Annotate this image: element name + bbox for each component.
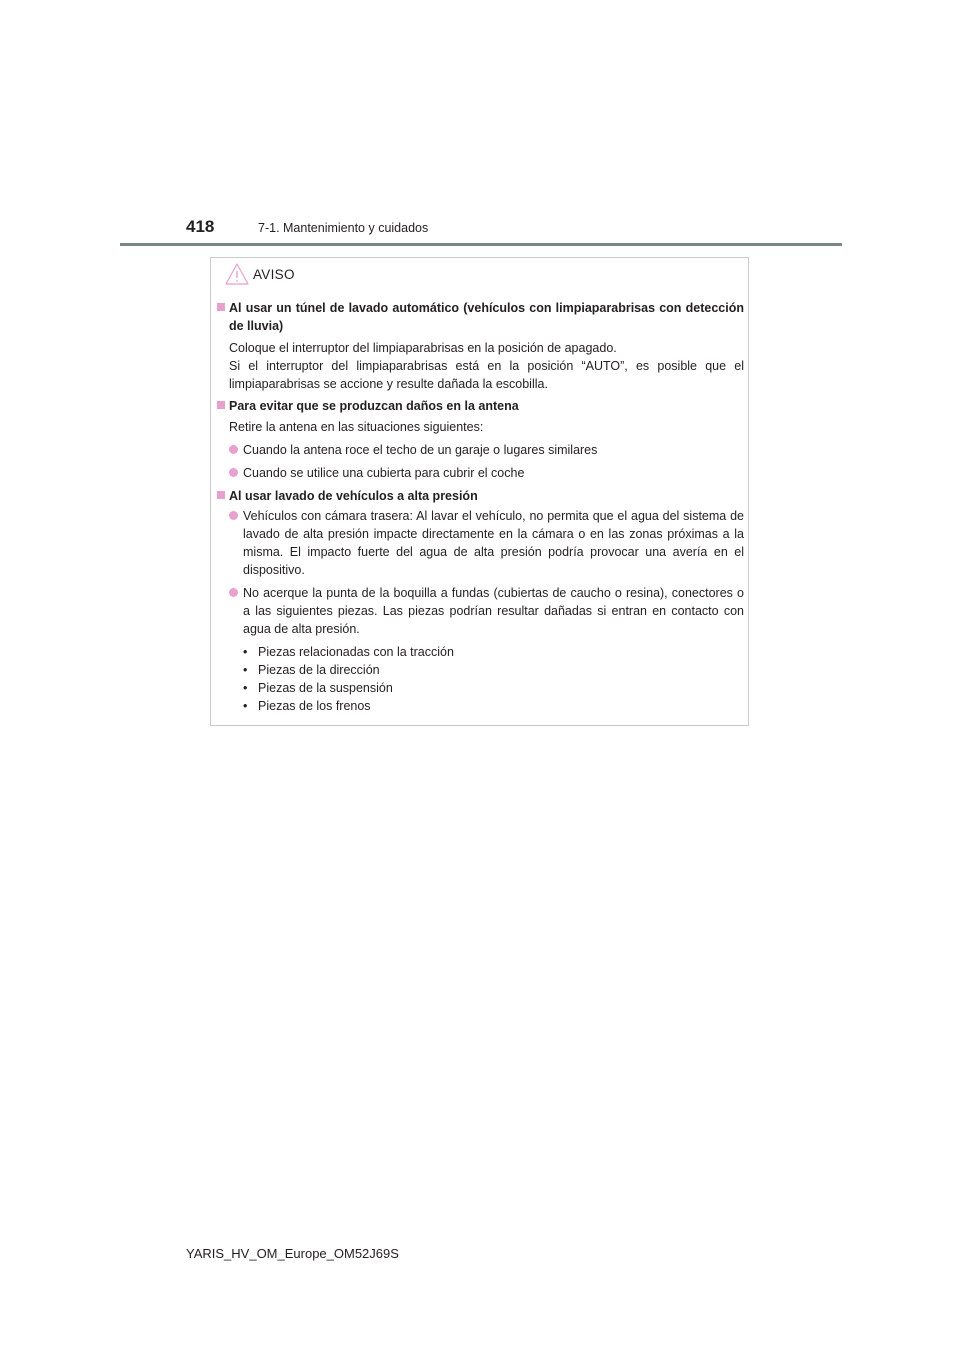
list-item-text: Cuando se utilice una cubierta para cubrir el coche [243,466,525,480]
warning-triangle-icon [225,262,249,286]
list-item-text: No acerque la punta de la boquilla a fundas (cubiertas de caucho o resina), conectores o a las siguientes piezas. Las piezas podrían resultar dañadas si entran en contacto con agua de alta presión. [243,586,744,636]
list-item-text: Vehículos con cámara trasera: Al lavar el vehículo, no permita que el agua del sistema de lavado de alta presión impacte directamente en la cámara o en las zonas próximas a la misma. El impacto fuerte del agua de alta presión podría provocar una avería en el dispositivo. [243,509,744,577]
sub-bullet: • [243,663,248,677]
paragraph-line: Coloque el interruptor del limpiaparabrisas en la posición de apagado. [229,341,617,355]
section-heading [217,397,744,415]
sub-list-item [243,661,744,679]
warning-notice-box [210,257,749,726]
sub-bullet: • [243,681,248,695]
sub-list-item-text: Piezas de la suspensión [258,681,393,695]
notice-header [225,260,295,288]
section-paragraph [217,339,744,393]
list-item [217,584,744,638]
section-heading [217,487,744,505]
sub-list-item [243,697,744,715]
list-item [217,507,744,579]
square-bullet-icon [217,491,225,499]
circle-bullet-icon [229,468,238,477]
list-item-text: Cuando la antena roce el techo de un garaje o lugares similares [243,443,598,457]
document-code: YARIS_HV_OM_Europe_OM52J69S [186,1246,399,1261]
sub-list [217,643,744,715]
section-heading-text: Para evitar que se produzcan daños en la antena [229,399,519,413]
circle-bullet-icon [229,445,238,454]
section-heading-text: Al usar un túnel de lavado automático (vehículos con limpiaparabrisas con detección de lluvia) [229,301,744,333]
sub-list-item-text: Piezas de los frenos [258,699,371,713]
section-title: 7-1. Mantenimiento y cuidados [258,221,429,235]
circle-bullet-icon [229,588,238,597]
paragraph-line: Si el interruptor del limpiaparabrisas está en la posición “AUTO”, es posible que el limpiaparabrisas se accione y resulte dañada la escobilla. [229,359,744,391]
list-item [217,464,744,482]
section-heading-text: Al usar lavado de vehículos a alta presión [229,489,478,503]
sub-list-item-text: Piezas relacionadas con la tracción [258,645,454,659]
list-item [217,441,744,459]
header-divider [120,243,842,246]
notice-title: AVISO [253,266,295,282]
sub-bullet: • [243,645,248,659]
sub-list-item [243,679,744,697]
section-heading [217,299,744,335]
circle-bullet-icon [229,511,238,520]
sub-list-item-text: Piezas de la dirección [258,663,380,677]
square-bullet-icon [217,401,225,409]
page-number: 418 [186,217,215,236]
square-bullet-icon [217,303,225,311]
section-intro: Retire la antena en las situaciones siguientes: [229,420,484,434]
sub-list-item [243,643,744,661]
sub-bullet: • [243,699,248,713]
notice-body [217,299,744,715]
